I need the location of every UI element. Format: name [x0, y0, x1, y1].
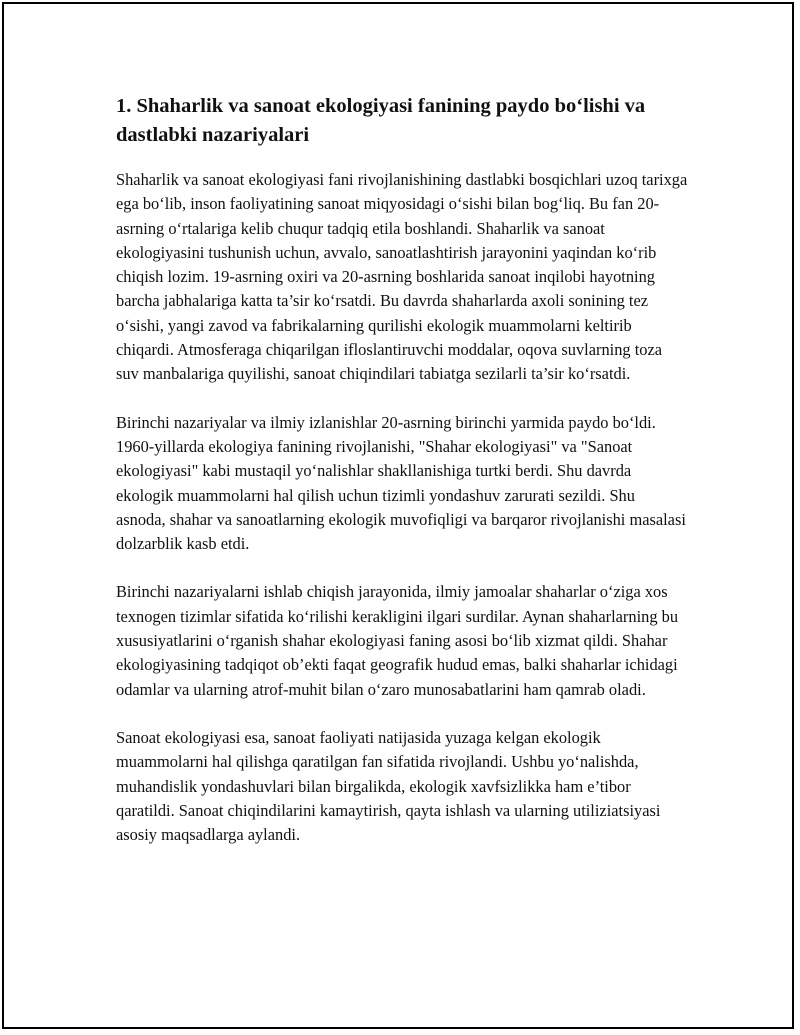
paragraph-4: Sanoat ekologiyasi esa, sanoat faoliyati natijasida yuzaga kelgan ekologik muammolarni hal qilishga qaratilgan fan sifatida rivojlandi. Ushbu yo‘nalishda, muhandislik yondashuvlari bilan birgalikda, ekologik xavfsizlikka ham e’tibor qaratildi. Sanoat chiqindilarini kamaytirish, qayta ishlash va ularning utiliziatsiyasi asosiy maqsadlarga aylandi. — [116, 727, 661, 845]
paragraph-1: Shaharlik va sanoat ekologiyasi fani rivojlanishining dastlabki bosqichlari uzoq tarixga ega bo‘lib, inson faoliyatining sanoat miqyosidagi o‘sishi bilan bog‘liq. Bu fan 20-asrning o‘rtalariga kelib chuqur tadqiq etila boshlandi. Shaharlik va sanoat ekologiyasini tushunish uchun, avvalo, sanoatlashtirish jarayonini yaqindan ko‘rib chiqish lozim. 19-asrning oxiri va 20-asrning boshlarida sanoat inqilobi hayotning barcha jabhalariga katta ta’sir ko‘rsatdi. Bu davrda shaharlarda axoli sonining tez o‘sishi, yangi zavod va fabrikalarning qurilishi ekologik muammolarni keltirib chiqardi. Atmosferaga chiqarilgan ifloslantiruvchi moddalar, oqova suvlarning toza suv manbalariga quyilishi, sanoat chiqindilari tabiatga sezilarli ta’sir ko‘rsatdi. — [116, 170, 688, 384]
paragraph-3: Birinchi nazariyalarni ishlab chiqish jarayonida, ilmiy jamoalar shaharlar o‘ziga xos texnogen tizimlar sifatida ko‘rilishi kerakligini ilgari surdilar. Aynan shaharlarning bu xususiyatlarini o‘rganish shahar ekologiyasi faning asosi bo‘lib xizmat qildi. Shahar ekologiyasining tadqiqot ob’ekti faqat geografik hudud emas, balki shaharlar ichidagi odamlar va ularning atrof-muhit bilan o‘zaro munosabatlarini ham qamrab oladi. — [116, 582, 679, 699]
paragraph-2: Birinchi nazariyalar va ilmiy izlanishlar 20-asrning birinchi yarmida paydo bo‘ldi. 1960-yillarda ekologiya fanining rivojlanishi, "Shahar ekologiyasi" va "Sanoat ekologiyasi" kabi mustaqil yo‘nalishlar shakllanishiga turtki berdi. Shu davrda ekologik muammolarni hal qilish uchun tizimli yondashuv zarurati sezildi. Shu asnoda, shahar va sanoatlarning ekologik muvofiqligi va barqaror rivojlanishi masalasi dolzarblik kasb etdi. — [116, 412, 686, 554]
document-body — [116, 92, 688, 871]
section-title: 1. Shaharlik va sanoat ekologiyasi fanining paydo bo‘lishi va dastlabki nazariyalari — [116, 95, 646, 146]
